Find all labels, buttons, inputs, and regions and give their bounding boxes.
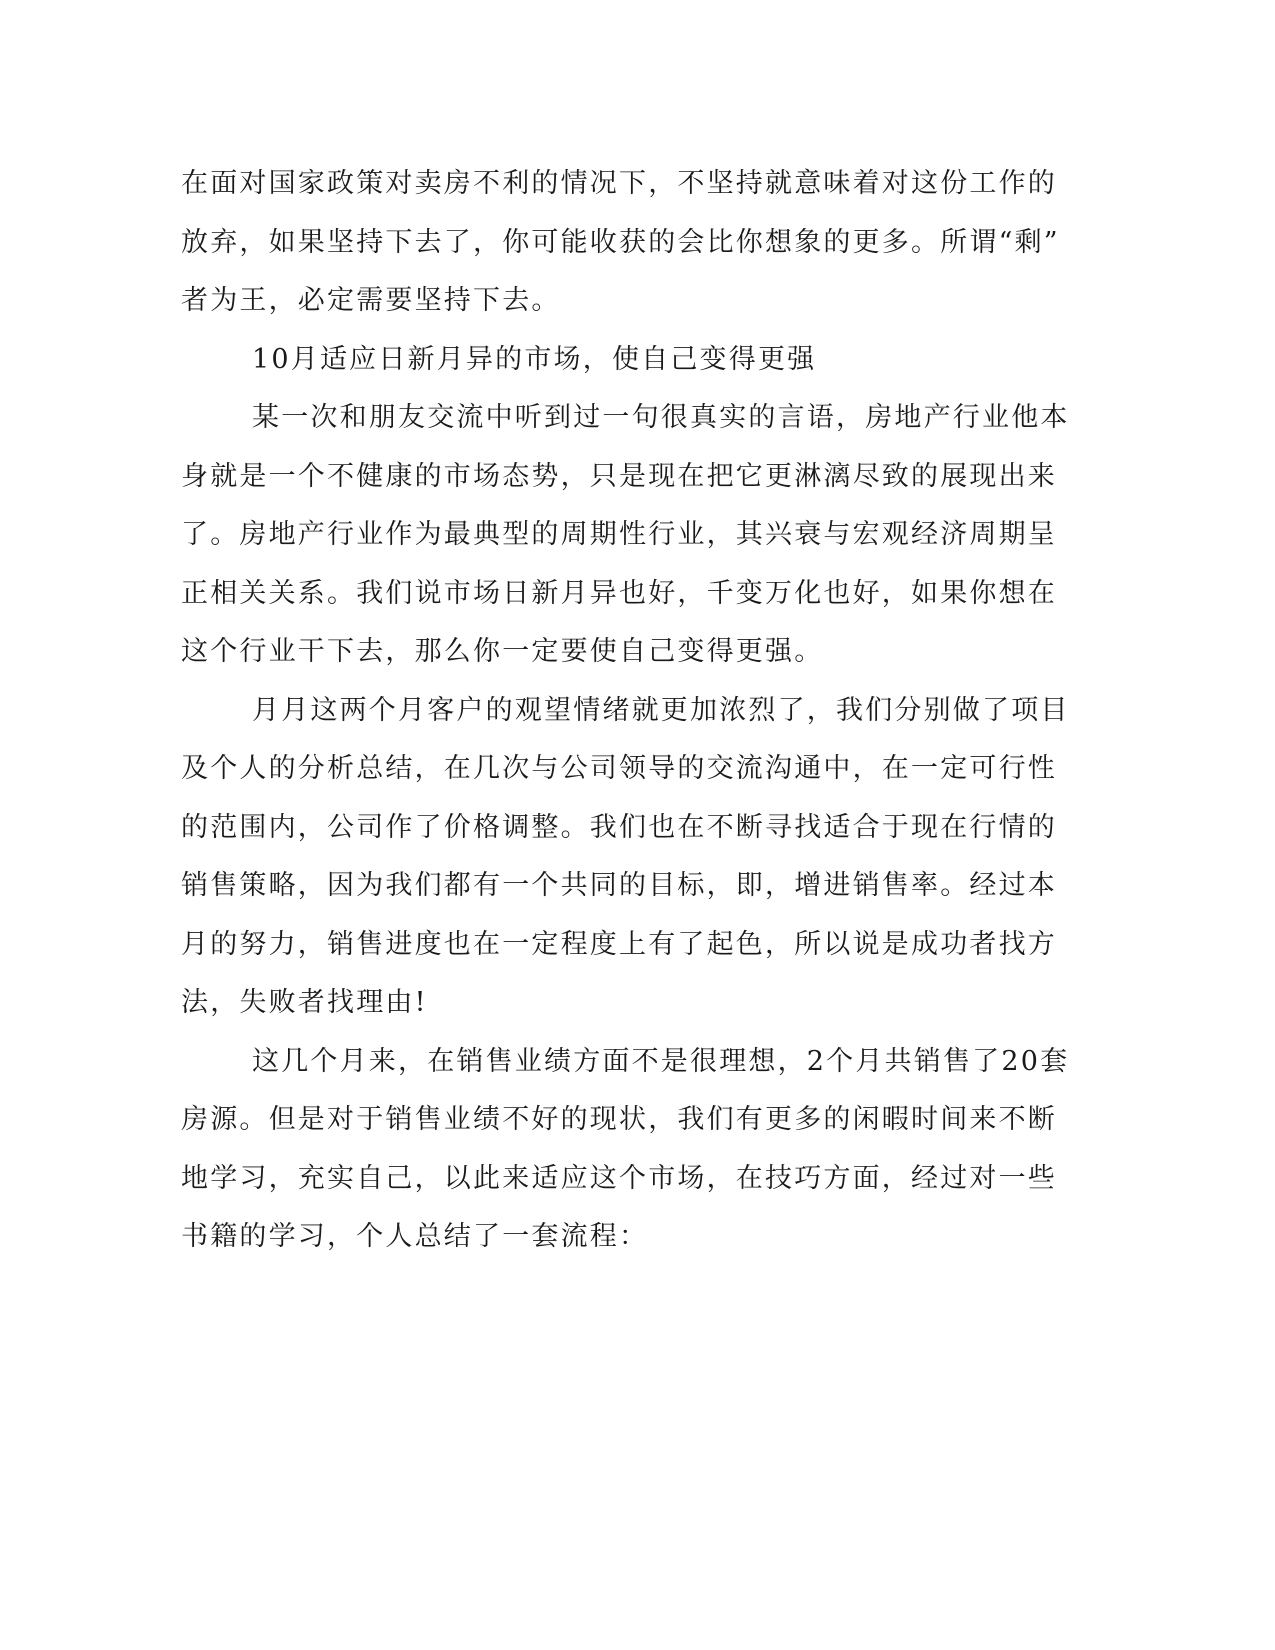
body-text xyxy=(181,155,1081,1267)
text-line: 的范围内，公司作了价格调整。我们也在不断寻找适合于现在行情的 xyxy=(181,811,1057,843)
text-line: 了。房地产行业作为最典型的周期性行业，其兴衰与宏观经济周期呈 xyxy=(181,519,1057,550)
text-line: 这个行业干下去，那么你一定要使自己变得更强。 xyxy=(181,636,824,667)
text-line: 法，失败者找理由! xyxy=(181,987,428,1018)
text-line: 月月这两个月客户的观望情绪就更加浓烈了，我们分别做了项目 xyxy=(252,694,1070,726)
text-line: 销售策略，因为我们都有一个共同的目标，即，增进销售率。经过本 xyxy=(181,870,1057,901)
text-line: 这几个月来，在销售业绩方面不是很理想，2个月共销售了20套 xyxy=(252,1045,1070,1077)
text-line: 者为王，必定需要坚持下去。 xyxy=(181,285,561,316)
text-line: 及个人的分析总结，在几次与公司领导的交流沟通中，在一定可行性 xyxy=(181,753,1057,784)
text-line: 地学习，充实自己，以此来适应这个市场，在技巧方面，经过对一些 xyxy=(181,1162,1057,1194)
text-line: 身就是一个不健康的市场态势，只是现在把它更淋漓尽致的展现出来 xyxy=(181,460,1057,492)
text-line: 在面对国家政策对卖房不利的情况下，不坚持就意味着对这份工作的 xyxy=(181,168,1057,199)
text-line: 正相关关系。我们说市场日新月异也好，千变万化也好，如果你想在 xyxy=(181,577,1057,609)
text-line: 月的努力，销售进度也在一定程度上有了起色，所以说是成功者找方 xyxy=(181,928,1057,960)
text-line: 书籍的学习，个人总结了一套流程： xyxy=(181,1221,649,1252)
section-heading: 10月适应日新月异的市场，使自己变得更强 xyxy=(252,343,817,375)
text-line: 放弃，如果坚持下去了，你可能收获的会比你想象的更多。所谓“剩” xyxy=(181,226,1060,258)
text-line: 某一次和朋友交流中听到过一句很真实的言语，房地产行业他本 xyxy=(252,402,1070,433)
text-line: 房源。但是对于销售业绩不好的现状，我们有更多的闲暇时间来不断 xyxy=(181,1104,1057,1135)
